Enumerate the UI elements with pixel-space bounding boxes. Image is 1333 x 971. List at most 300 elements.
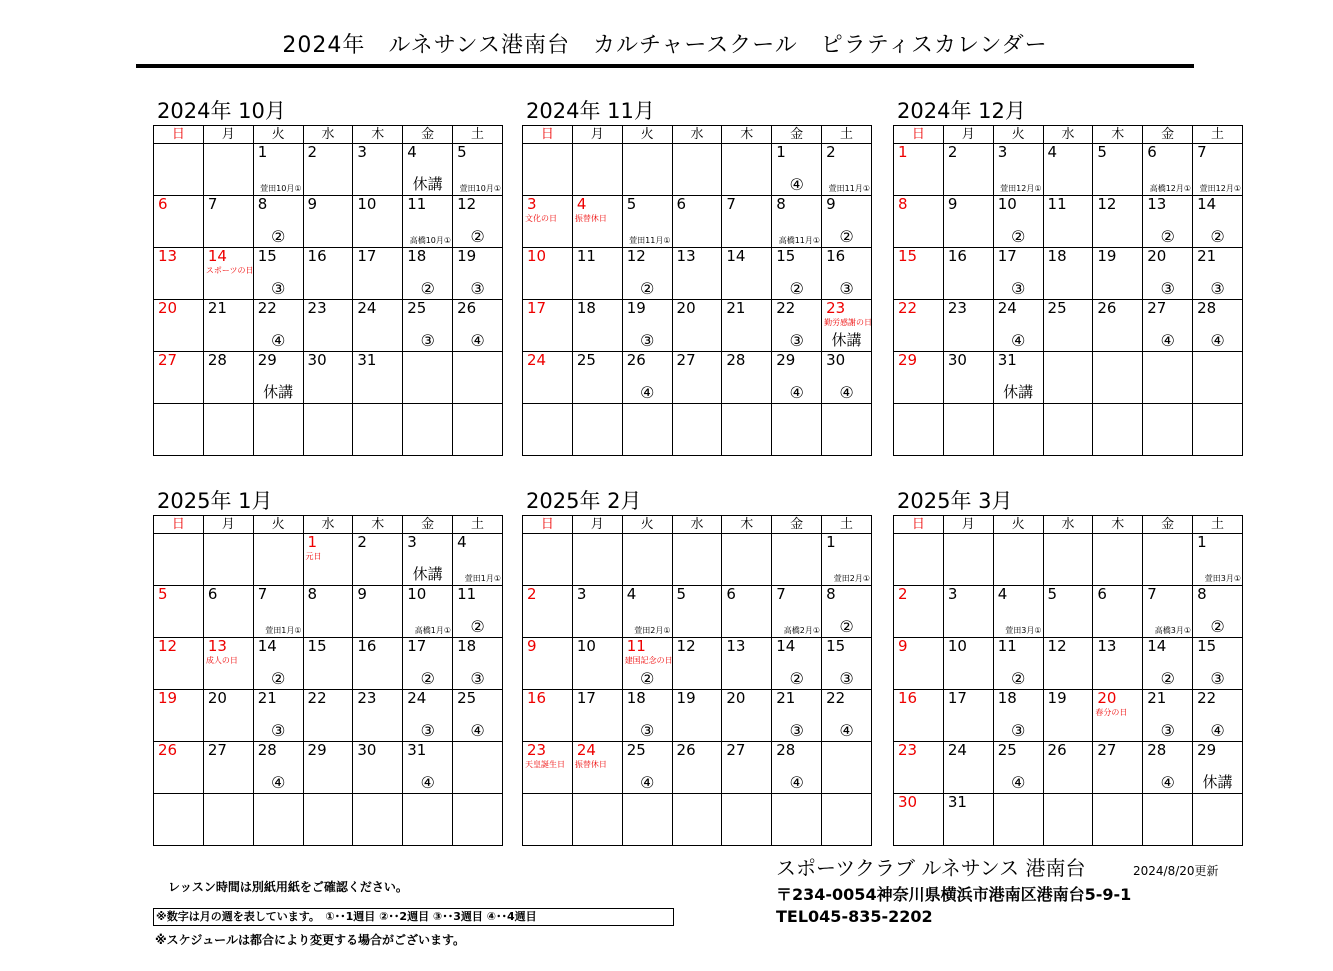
instructor-note: 萱田11月① bbox=[828, 184, 870, 193]
day-number: 29 bbox=[307, 741, 327, 759]
day-cell bbox=[154, 248, 204, 300]
week-row bbox=[894, 196, 1243, 248]
day-cell bbox=[403, 794, 453, 846]
day-cell bbox=[253, 794, 303, 846]
day-cell bbox=[672, 586, 722, 638]
instructor-note: 萱田12月① bbox=[1199, 184, 1241, 193]
day-number: 8 bbox=[776, 195, 786, 213]
day-cell bbox=[303, 742, 353, 794]
day-cell bbox=[453, 196, 503, 248]
week-row bbox=[523, 196, 872, 248]
week-row bbox=[154, 534, 503, 586]
weekday-header: 火 bbox=[622, 516, 672, 534]
day-number: 16 bbox=[826, 247, 846, 265]
day-cell bbox=[772, 352, 822, 404]
day-cell bbox=[453, 690, 503, 742]
week-number-mark: ④ bbox=[1210, 721, 1225, 740]
day-cell bbox=[572, 300, 622, 352]
day-number: 24 bbox=[407, 689, 427, 707]
week-row bbox=[154, 742, 503, 794]
day-number: 21 bbox=[1197, 247, 1217, 265]
week-number-mark: ④ bbox=[1010, 331, 1026, 350]
day-number: 6 bbox=[1147, 143, 1157, 161]
day-number: 9 bbox=[527, 637, 537, 655]
day-cell bbox=[622, 794, 672, 846]
day-cell bbox=[1193, 144, 1243, 196]
day-cell bbox=[203, 352, 253, 404]
month-calendar bbox=[153, 97, 503, 456]
day-cell bbox=[943, 742, 993, 794]
day-number: 22 bbox=[898, 299, 918, 317]
day-number: 9 bbox=[357, 585, 367, 603]
day-number: 19 bbox=[457, 247, 477, 265]
day-cell bbox=[154, 534, 204, 586]
week-row bbox=[894, 534, 1243, 586]
weekday-header: 火 bbox=[993, 516, 1043, 534]
day-cell bbox=[622, 352, 672, 404]
day-cell bbox=[672, 638, 722, 690]
weekday-header: 金 bbox=[1143, 516, 1193, 534]
day-cell bbox=[203, 534, 253, 586]
day-cell bbox=[822, 300, 872, 352]
week-number-mark: ② bbox=[470, 227, 485, 246]
day-cell bbox=[1193, 300, 1243, 352]
day-cell bbox=[154, 144, 204, 196]
day-cell bbox=[722, 534, 772, 586]
day-number: 27 bbox=[676, 351, 696, 369]
week-number-mark: ③ bbox=[1010, 721, 1026, 740]
holiday-label: 春分の日 bbox=[1095, 708, 1128, 717]
day-cell bbox=[453, 638, 503, 690]
instructor-note: 高橋1月① bbox=[414, 626, 452, 635]
day-number: 13 bbox=[207, 637, 227, 655]
day-cell bbox=[403, 742, 453, 794]
week-row bbox=[894, 144, 1243, 196]
day-cell bbox=[1193, 638, 1243, 690]
day-number: 12 bbox=[158, 637, 178, 655]
day-cell bbox=[353, 144, 403, 196]
day-number: 14 bbox=[257, 637, 277, 655]
day-number: 30 bbox=[357, 741, 377, 759]
day-cell bbox=[523, 196, 573, 248]
month-calendar bbox=[522, 97, 872, 456]
day-cell bbox=[303, 144, 353, 196]
weekday-header: 日 bbox=[894, 126, 944, 144]
day-cell bbox=[253, 300, 303, 352]
day-number: 31 bbox=[357, 351, 377, 369]
day-number: 20 bbox=[676, 299, 696, 317]
day-number: 28 bbox=[257, 741, 277, 759]
day-number: 6 bbox=[726, 585, 736, 603]
day-number: 9 bbox=[307, 195, 318, 213]
week-number-mark: ④ bbox=[789, 383, 804, 402]
day-cell bbox=[1043, 248, 1093, 300]
holiday-label: スポーツの日 bbox=[205, 266, 254, 275]
week-number-mark: ④ bbox=[1160, 331, 1175, 350]
day-cell bbox=[894, 638, 944, 690]
day-number: 17 bbox=[527, 299, 547, 317]
day-number: 27 bbox=[726, 741, 746, 759]
weekday-header: 日 bbox=[154, 516, 204, 534]
day-number: 7 bbox=[257, 585, 268, 603]
day-number: 23 bbox=[357, 689, 377, 707]
day-number: 7 bbox=[207, 195, 218, 213]
day-cell bbox=[1043, 534, 1093, 586]
holiday-label: 成人の日 bbox=[205, 656, 238, 665]
instructor-note: 萱田2月① bbox=[833, 574, 870, 583]
day-cell bbox=[203, 196, 253, 248]
weekday-header: 月 bbox=[572, 126, 622, 144]
day-cell bbox=[894, 248, 944, 300]
week-row bbox=[154, 196, 503, 248]
day-cell bbox=[1143, 196, 1193, 248]
day-number: 1 bbox=[898, 143, 908, 161]
day-number: 11 bbox=[576, 247, 596, 265]
week-number-mark: ③ bbox=[789, 331, 804, 350]
day-number: 31 bbox=[947, 793, 967, 811]
day-cell bbox=[403, 248, 453, 300]
week-row bbox=[154, 248, 503, 300]
weekday-header: 月 bbox=[203, 516, 253, 534]
day-number: 19 bbox=[676, 689, 696, 707]
day-number: 18 bbox=[626, 689, 646, 707]
day-number: 16 bbox=[357, 637, 377, 655]
day-cell bbox=[1143, 794, 1193, 846]
day-cell bbox=[572, 196, 622, 248]
day-cell bbox=[943, 638, 993, 690]
day-cell bbox=[1193, 742, 1243, 794]
day-cell bbox=[203, 638, 253, 690]
week-number-mark: ② bbox=[639, 669, 655, 688]
day-cell bbox=[993, 690, 1043, 742]
day-cell bbox=[993, 742, 1043, 794]
holiday-label: 文化の日 bbox=[525, 214, 557, 223]
day-number: 12 bbox=[676, 637, 696, 655]
month-title: 2025年 1月 bbox=[157, 489, 273, 513]
week-number-mark: ④ bbox=[839, 721, 854, 740]
day-number: 20 bbox=[158, 299, 178, 317]
week-row bbox=[894, 248, 1243, 300]
week-number-mark: ③ bbox=[639, 331, 655, 350]
day-number: 23 bbox=[826, 299, 846, 317]
week-number-mark: ③ bbox=[470, 279, 485, 298]
day-cell bbox=[622, 638, 672, 690]
instructor-note: 萱田2月① bbox=[634, 626, 671, 635]
weekday-header: 火 bbox=[622, 126, 672, 144]
club-address: 〒234-0054神奈川県横浜市港南区港南台5-9-1 bbox=[776, 885, 1132, 904]
day-cell bbox=[1193, 352, 1243, 404]
day-number: 11 bbox=[457, 585, 477, 603]
day-number: 13 bbox=[1147, 195, 1167, 213]
day-number: 19 bbox=[626, 299, 646, 317]
holiday-label: 振替休日 bbox=[574, 760, 607, 769]
day-cell bbox=[572, 586, 622, 638]
week-row bbox=[154, 690, 503, 742]
day-cell bbox=[303, 794, 353, 846]
day-number: 17 bbox=[357, 247, 377, 265]
day-cell bbox=[622, 248, 672, 300]
day-cell bbox=[1193, 248, 1243, 300]
week-row bbox=[523, 794, 872, 846]
day-cell bbox=[993, 586, 1043, 638]
day-number: 28 bbox=[776, 741, 796, 759]
day-number: 18 bbox=[457, 637, 477, 655]
page-title: 2024年 ルネサンス港南台 カルチャースクール ピラティスカレンダー bbox=[136, 28, 1194, 68]
day-cell bbox=[303, 534, 353, 586]
month-title: 2025年 3月 bbox=[897, 489, 1013, 513]
day-number: 14 bbox=[207, 247, 227, 265]
day-number: 10 bbox=[576, 637, 596, 655]
day-cell bbox=[453, 248, 503, 300]
day-cell bbox=[403, 404, 453, 456]
week-number-mark: ④ bbox=[470, 721, 485, 740]
weekday-header: 火 bbox=[993, 126, 1043, 144]
week-number-mark: ② bbox=[420, 669, 435, 688]
day-cell bbox=[1193, 586, 1243, 638]
day-number: 25 bbox=[626, 741, 646, 759]
day-cell bbox=[1193, 196, 1243, 248]
day-cell bbox=[993, 534, 1043, 586]
day-cell bbox=[253, 638, 303, 690]
day-cell bbox=[993, 352, 1043, 404]
day-cell bbox=[672, 352, 722, 404]
week-number-mark: ④ bbox=[1160, 773, 1175, 792]
day-number: 3 bbox=[576, 585, 587, 603]
instructor-note: 萱田3月① bbox=[1204, 574, 1241, 583]
week-number-mark: ④ bbox=[270, 331, 286, 350]
day-number: 20 bbox=[1097, 689, 1117, 707]
week-number-mark: ④ bbox=[839, 383, 854, 402]
day-number: 17 bbox=[576, 689, 596, 707]
day-number: 13 bbox=[158, 247, 178, 265]
day-cell bbox=[943, 144, 993, 196]
week-row bbox=[894, 794, 1243, 846]
week-row bbox=[523, 248, 872, 300]
weekday-header: 木 bbox=[1093, 126, 1143, 144]
day-cell bbox=[1093, 248, 1143, 300]
day-cell bbox=[403, 196, 453, 248]
week-row bbox=[154, 404, 503, 456]
class-cancelled-label: 休講 bbox=[1202, 773, 1233, 791]
week-number-mark: ③ bbox=[270, 721, 286, 740]
weekday-header: 月 bbox=[943, 126, 993, 144]
day-number: 16 bbox=[947, 247, 967, 265]
day-number: 26 bbox=[1047, 741, 1067, 759]
day-cell bbox=[1093, 742, 1143, 794]
class-cancelled-label: 休講 bbox=[831, 331, 862, 349]
day-number: 18 bbox=[997, 689, 1017, 707]
day-cell bbox=[253, 144, 303, 196]
day-cell bbox=[253, 404, 303, 456]
day-cell bbox=[453, 586, 503, 638]
day-cell bbox=[943, 352, 993, 404]
day-cell bbox=[894, 794, 944, 846]
day-cell bbox=[822, 794, 872, 846]
week-number-mark: ② bbox=[1160, 669, 1175, 688]
day-cell bbox=[1043, 196, 1093, 248]
day-cell bbox=[943, 404, 993, 456]
week-row bbox=[894, 404, 1243, 456]
day-number: 20 bbox=[207, 689, 227, 707]
month-grid bbox=[153, 515, 503, 846]
day-number: 27 bbox=[207, 741, 227, 759]
day-cell bbox=[672, 534, 722, 586]
weekday-header: 土 bbox=[453, 516, 503, 534]
week-row bbox=[523, 352, 872, 404]
holiday-label: 建国記念の日 bbox=[624, 656, 673, 665]
day-cell bbox=[1043, 352, 1093, 404]
week-row bbox=[154, 638, 503, 690]
day-number: 25 bbox=[997, 741, 1017, 759]
day-number: 14 bbox=[776, 637, 796, 655]
day-number: 14 bbox=[1197, 195, 1217, 213]
day-cell bbox=[353, 248, 403, 300]
day-number: 12 bbox=[457, 195, 477, 213]
day-cell bbox=[993, 638, 1043, 690]
day-cell bbox=[353, 196, 403, 248]
day-cell bbox=[403, 352, 453, 404]
day-number: 5 bbox=[457, 143, 467, 161]
day-number: 27 bbox=[158, 351, 178, 369]
instructor-note: 萱田1月① bbox=[464, 574, 501, 583]
day-number: 2 bbox=[527, 585, 537, 603]
day-number: 11 bbox=[1047, 195, 1067, 213]
instructor-note: 高橋11月① bbox=[778, 236, 821, 245]
day-number: 3 bbox=[407, 533, 417, 551]
day-number: 23 bbox=[947, 299, 967, 317]
week-number-mark: ③ bbox=[1210, 669, 1225, 688]
week-number-mark: ③ bbox=[839, 669, 854, 688]
day-cell bbox=[1093, 404, 1143, 456]
day-cell bbox=[622, 690, 672, 742]
day-number: 5 bbox=[626, 195, 637, 213]
day-cell bbox=[1093, 690, 1143, 742]
day-cell bbox=[672, 742, 722, 794]
month-title: 2025年 2月 bbox=[526, 489, 642, 513]
day-cell bbox=[894, 404, 944, 456]
day-number: 31 bbox=[997, 351, 1017, 369]
weekday-header: 木 bbox=[353, 516, 403, 534]
day-cell bbox=[572, 534, 622, 586]
day-number: 10 bbox=[357, 195, 377, 213]
club-phone: TEL045-835-2202 bbox=[776, 907, 933, 926]
day-number: 4 bbox=[457, 533, 467, 551]
day-cell bbox=[822, 742, 872, 794]
day-cell bbox=[572, 690, 622, 742]
month-title: 2024年 12月 bbox=[897, 99, 1026, 123]
day-cell bbox=[353, 534, 403, 586]
day-number: 20 bbox=[726, 689, 746, 707]
day-cell bbox=[943, 586, 993, 638]
month-grid bbox=[893, 125, 1243, 456]
weekday-header: 水 bbox=[1043, 516, 1093, 534]
weekday-header: 月 bbox=[203, 126, 253, 144]
day-cell bbox=[1043, 794, 1093, 846]
day-cell bbox=[1093, 794, 1143, 846]
day-cell bbox=[523, 742, 573, 794]
day-number: 3 bbox=[947, 585, 958, 603]
day-number: 21 bbox=[726, 299, 746, 317]
day-number: 29 bbox=[257, 351, 277, 369]
day-cell bbox=[943, 534, 993, 586]
day-cell bbox=[453, 742, 503, 794]
day-number: 7 bbox=[1197, 143, 1207, 161]
week-row bbox=[894, 300, 1243, 352]
day-number: 26 bbox=[1097, 299, 1117, 317]
instructor-note: 萱田11月① bbox=[629, 236, 671, 245]
day-number: 12 bbox=[1097, 195, 1117, 213]
day-number: 22 bbox=[826, 689, 846, 707]
day-number: 2 bbox=[826, 143, 836, 161]
week-number-mark: ④ bbox=[789, 773, 804, 792]
instructor-note: 高橋12月① bbox=[1149, 184, 1192, 193]
day-number: 28 bbox=[726, 351, 746, 369]
week-row bbox=[523, 586, 872, 638]
day-cell bbox=[1093, 534, 1143, 586]
day-cell bbox=[353, 352, 403, 404]
day-number: 27 bbox=[1097, 741, 1117, 759]
week-number-mark: ③ bbox=[270, 279, 286, 298]
day-number: 29 bbox=[776, 351, 796, 369]
day-cell bbox=[822, 586, 872, 638]
day-cell bbox=[453, 144, 503, 196]
day-cell bbox=[894, 352, 944, 404]
day-cell bbox=[1043, 638, 1093, 690]
day-number: 21 bbox=[257, 689, 277, 707]
day-number: 23 bbox=[898, 741, 918, 759]
day-cell bbox=[253, 742, 303, 794]
day-number: 7 bbox=[776, 585, 786, 603]
day-cell bbox=[622, 742, 672, 794]
day-cell bbox=[943, 248, 993, 300]
instructor-note: 萱田10月① bbox=[459, 184, 501, 193]
day-cell bbox=[572, 144, 622, 196]
day-cell bbox=[154, 300, 204, 352]
day-cell bbox=[523, 794, 573, 846]
day-cell bbox=[1143, 352, 1193, 404]
day-cell bbox=[523, 352, 573, 404]
day-number: 26 bbox=[457, 299, 477, 317]
day-number: 4 bbox=[576, 195, 587, 213]
day-number: 27 bbox=[1147, 299, 1167, 317]
day-cell bbox=[253, 352, 303, 404]
day-number: 8 bbox=[898, 195, 908, 213]
day-cell bbox=[523, 404, 573, 456]
day-cell bbox=[353, 300, 403, 352]
day-cell bbox=[403, 690, 453, 742]
month-grid bbox=[153, 125, 503, 456]
day-cell bbox=[303, 690, 353, 742]
day-cell bbox=[253, 196, 303, 248]
day-cell bbox=[993, 404, 1043, 456]
day-cell bbox=[1043, 742, 1093, 794]
day-cell bbox=[253, 586, 303, 638]
day-cell bbox=[203, 794, 253, 846]
day-cell bbox=[154, 690, 204, 742]
month-grid bbox=[893, 515, 1243, 846]
day-number: 18 bbox=[576, 299, 596, 317]
holiday-label: 天皇誕生日 bbox=[525, 760, 565, 769]
day-cell bbox=[772, 248, 822, 300]
day-cell bbox=[154, 586, 204, 638]
day-cell bbox=[772, 638, 822, 690]
day-cell bbox=[253, 534, 303, 586]
week-row bbox=[154, 794, 503, 846]
day-number: 10 bbox=[407, 585, 427, 603]
day-number: 6 bbox=[207, 585, 218, 603]
weekday-header: 日 bbox=[894, 516, 944, 534]
week-number-mark: ② bbox=[789, 669, 804, 688]
